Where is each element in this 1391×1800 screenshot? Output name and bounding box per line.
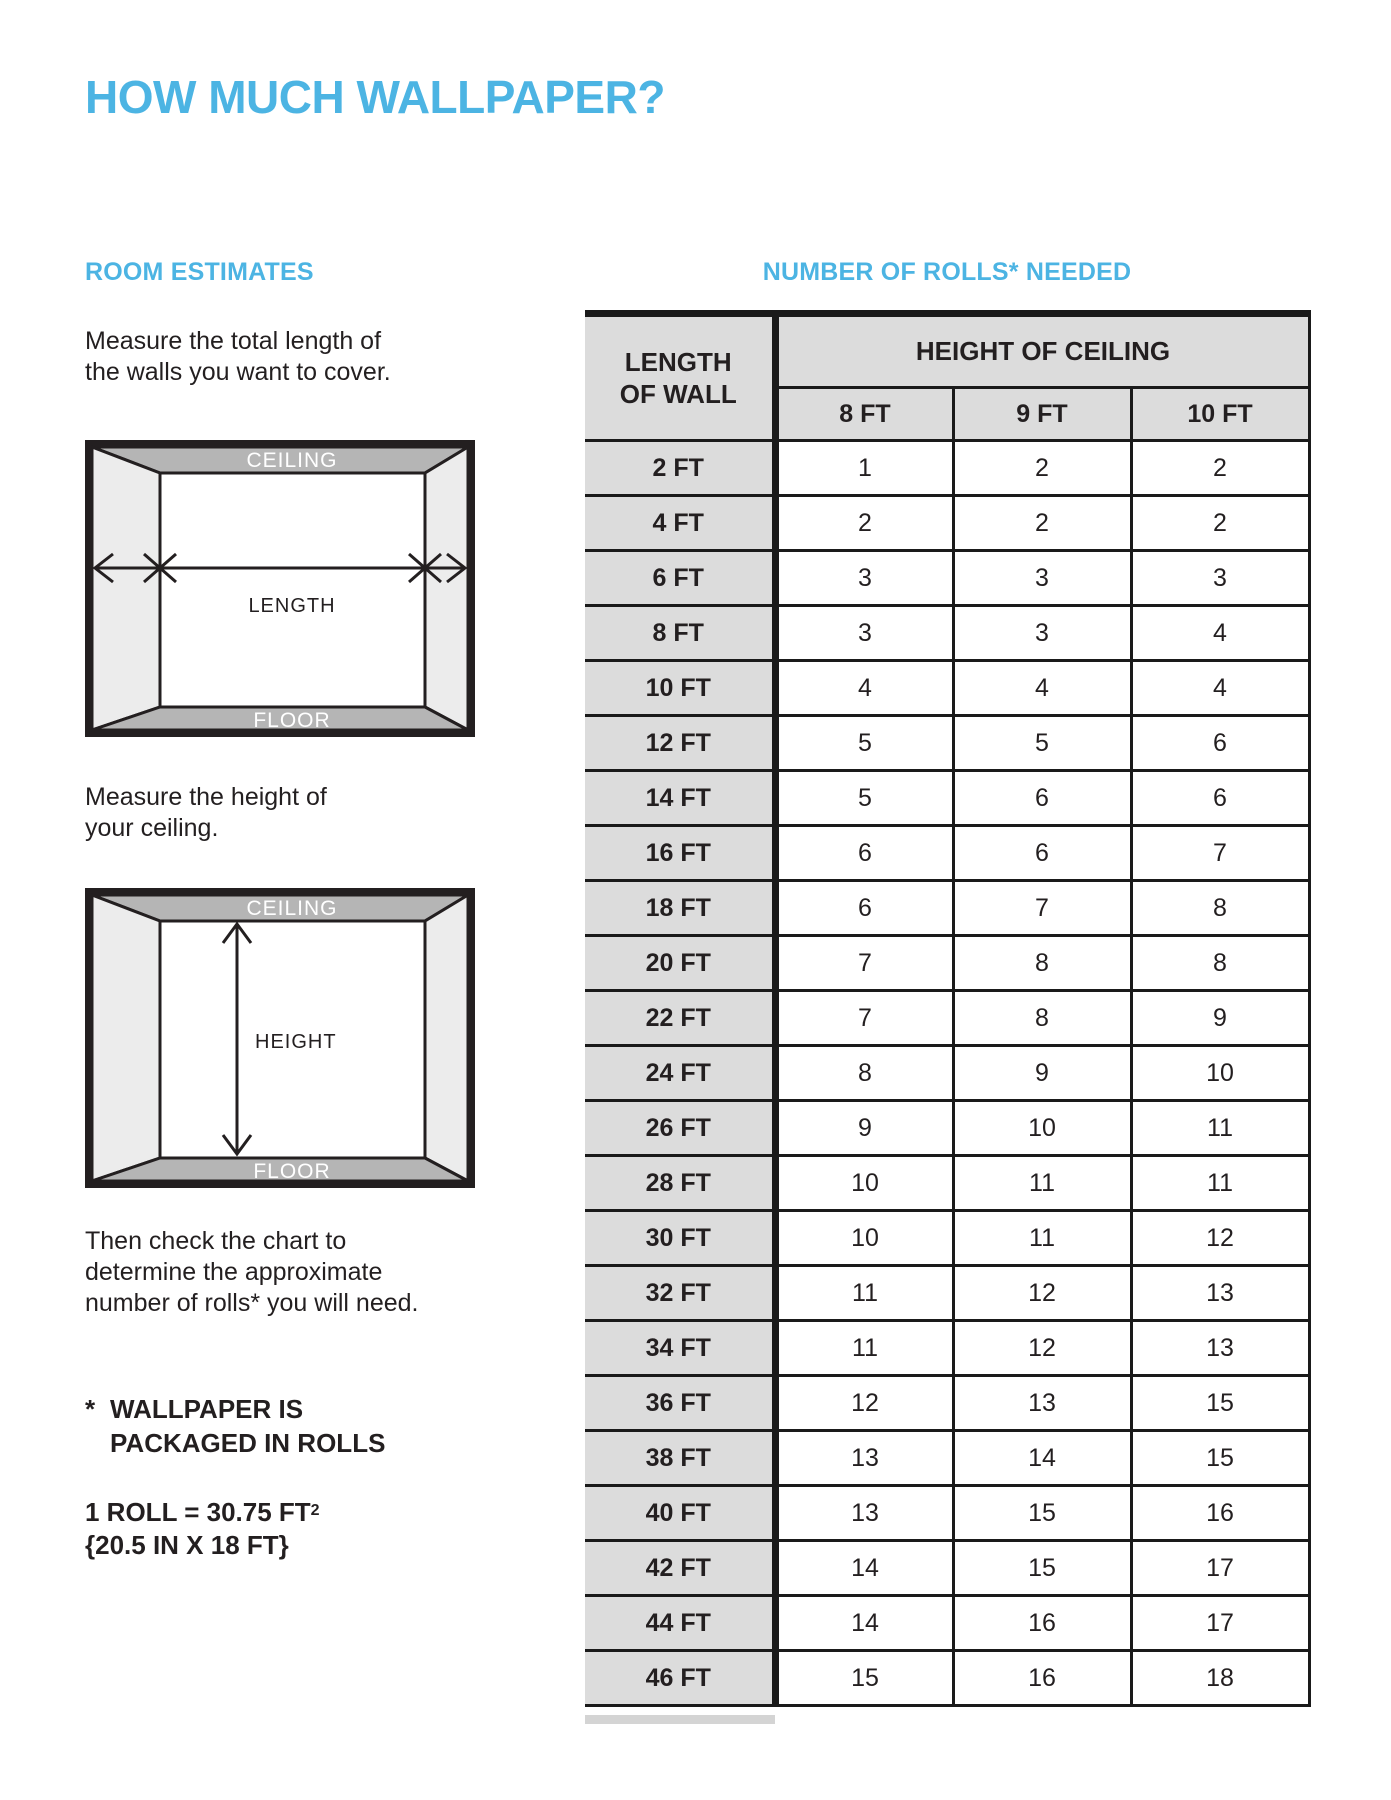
column-header-8ft: 8 FT — [775, 388, 953, 441]
instruction-line: Measure the height of — [85, 783, 327, 811]
wall-length-cell: 16 FT — [585, 826, 775, 881]
instruction-check-chart — [85, 1226, 419, 1319]
rolls-count-cell: 6 — [775, 881, 953, 936]
wall-length-cell: 4 FT — [585, 496, 775, 551]
table-row — [585, 1596, 1309, 1651]
room-length-svg — [85, 440, 475, 737]
room-estimates-heading: ROOM ESTIMATES — [85, 258, 314, 286]
wall-length-cell: 42 FT — [585, 1541, 775, 1596]
rolls-count-cell: 2 — [1131, 496, 1309, 551]
instruction-measure-length — [85, 326, 391, 388]
rolls-count-cell: 5 — [775, 716, 953, 771]
table-row — [585, 551, 1309, 606]
right-wall-panel — [425, 447, 468, 730]
rolls-count-cell: 13 — [1131, 1321, 1309, 1376]
rolls-count-cell: 3 — [775, 606, 953, 661]
wall-length-cell: 28 FT — [585, 1156, 775, 1211]
rolls-count-cell: 5 — [775, 771, 953, 826]
rolls-count-cell: 15 — [1131, 1376, 1309, 1431]
floor-label: FLOOR — [253, 1160, 331, 1183]
rolls-count-cell: 8 — [1131, 936, 1309, 991]
wall-length-cell: 46 FT — [585, 1651, 775, 1706]
rolls-count-cell: 1 — [775, 441, 953, 496]
rolls-count-cell: 12 — [1131, 1211, 1309, 1266]
back-wall-panel — [160, 473, 425, 707]
left-wall-panel — [92, 895, 160, 1181]
instruction-line: Then check the chart to — [85, 1227, 347, 1255]
instruction-line: number of rolls* you will need. — [85, 1289, 419, 1317]
rolls-needed-table — [585, 310, 1311, 1707]
left-wall-panel — [92, 447, 160, 730]
wall-length-cell: 30 FT — [585, 1211, 775, 1266]
rolls-count-cell: 8 — [1131, 881, 1309, 936]
rolls-count-cell: 8 — [953, 936, 1131, 991]
rolls-count-cell: 12 — [953, 1321, 1131, 1376]
table-row — [585, 606, 1309, 661]
table-row — [585, 1046, 1309, 1101]
rolls-count-cell: 7 — [775, 991, 953, 1046]
table-row — [585, 881, 1309, 936]
wall-length-cell: 8 FT — [585, 606, 775, 661]
rolls-count-cell: 6 — [953, 826, 1131, 881]
table-row — [585, 1486, 1309, 1541]
rolls-count-cell: 2 — [1131, 441, 1309, 496]
rolls-count-cell: 10 — [775, 1156, 953, 1211]
rolls-count-cell: 4 — [1131, 661, 1309, 716]
wall-length-cell: 10 FT — [585, 661, 775, 716]
rolls-count-cell: 8 — [775, 1046, 953, 1101]
wall-length-cell: 22 FT — [585, 991, 775, 1046]
table-row — [585, 1266, 1309, 1321]
length-label: LENGTH — [248, 595, 336, 617]
instruction-measure-height — [85, 782, 327, 844]
rolls-count-cell: 13 — [1131, 1266, 1309, 1321]
room-height-svg — [85, 888, 475, 1188]
rolls-count-cell: 12 — [953, 1266, 1131, 1321]
rolls-count-cell: 7 — [1131, 826, 1309, 881]
rolls-count-cell: 10 — [953, 1101, 1131, 1156]
roll-size-line: 1 ROLL = 30.75 $FT^2$ — [85, 1497, 320, 1527]
roll-size-info — [85, 1494, 320, 1562]
rolls-count-cell: 6 — [1131, 771, 1309, 826]
rolls-count-cell: 10 — [775, 1211, 953, 1266]
table-row — [585, 936, 1309, 991]
wall-length-cell: 36 FT — [585, 1376, 775, 1431]
right-wall-panel — [425, 895, 468, 1181]
rolls-count-cell: 3 — [953, 551, 1131, 606]
rolls-count-cell: 11 — [775, 1321, 953, 1376]
wall-length-cell: 26 FT — [585, 1101, 775, 1156]
rolls-count-cell: 11 — [775, 1266, 953, 1321]
column-header-9ft: 9 FT — [953, 388, 1131, 441]
table-row — [585, 716, 1309, 771]
rolls-count-cell: 3 — [775, 551, 953, 606]
table-row — [585, 1431, 1309, 1486]
table-row — [585, 1101, 1309, 1156]
height-label: HEIGHT — [255, 1031, 337, 1053]
rolls-count-cell: 5 — [953, 716, 1131, 771]
rolls-count-cell: 17 — [1131, 1596, 1309, 1651]
wallpaper-rolls-footnote — [85, 1392, 385, 1460]
floor-label: FLOOR — [253, 709, 331, 732]
rolls-count-cell: 10 — [1131, 1046, 1309, 1101]
rolls-count-cell: 7 — [775, 936, 953, 991]
wall-length-cell: 12 FT — [585, 716, 775, 771]
rolls-count-cell: 2 — [953, 441, 1131, 496]
wall-length-cell: 6 FT — [585, 551, 775, 606]
table-row — [585, 1321, 1309, 1376]
rolls-count-cell: 9 — [775, 1101, 953, 1156]
table-row — [585, 826, 1309, 881]
rolls-count-cell: 9 — [1131, 991, 1309, 1046]
instruction-line: Measure the total length of — [85, 327, 382, 355]
rolls-count-cell: 17 — [1131, 1541, 1309, 1596]
rolls-count-cell: 16 — [953, 1596, 1131, 1651]
room-diagram-height — [85, 888, 475, 1188]
rolls-count-cell: 14 — [775, 1541, 953, 1596]
wall-length-cell: 20 FT — [585, 936, 775, 991]
rolls-count-cell: 14 — [953, 1431, 1131, 1486]
table-row — [585, 991, 1309, 1046]
table-row — [585, 1156, 1309, 1211]
instruction-line: the walls you want to cover. — [85, 358, 391, 386]
table-row — [585, 496, 1309, 551]
table-shadow — [585, 1715, 775, 1724]
rolls-count-cell: 13 — [775, 1431, 953, 1486]
rolls-count-cell: 13 — [775, 1486, 953, 1541]
rolls-needed-heading: NUMBER OF ROLLS* NEEDED — [762, 258, 1132, 286]
rolls-count-cell: 3 — [953, 606, 1131, 661]
ceiling-label: CEILING — [246, 897, 338, 920]
rolls-count-cell: 11 — [1131, 1101, 1309, 1156]
rolls-count-cell: 3 — [1131, 551, 1309, 606]
column-header-10ft: 10 FT — [1131, 388, 1309, 441]
wall-length-cell: 14 FT — [585, 771, 775, 826]
rolls-count-cell: 4 — [775, 661, 953, 716]
table-row — [585, 1651, 1309, 1706]
rolls-count-cell: 4 — [953, 661, 1131, 716]
table-row — [585, 771, 1309, 826]
rolls-count-cell: 15 — [1131, 1431, 1309, 1486]
room-diagram-length — [85, 440, 475, 737]
footnote-line: PACKAGED IN ROLLS — [110, 1428, 386, 1458]
table-body — [585, 441, 1309, 1706]
rolls-count-cell: 6 — [1131, 716, 1309, 771]
rolls-count-cell: 8 — [953, 991, 1131, 1046]
rolls-count-cell: 12 — [775, 1376, 953, 1431]
rolls-count-cell: 15 — [775, 1651, 953, 1706]
rolls-count-cell: 11 — [953, 1211, 1131, 1266]
rolls-count-cell: 16 — [953, 1651, 1131, 1706]
rolls-count-cell: 7 — [953, 881, 1131, 936]
rolls-count-cell: 16 — [1131, 1486, 1309, 1541]
rolls-count-cell: 15 — [953, 1486, 1131, 1541]
instruction-line: your ceiling. — [85, 814, 219, 842]
wall-length-cell: 34 FT — [585, 1321, 775, 1376]
height-of-ceiling-header: HEIGHT OF CEILING — [775, 314, 1309, 388]
wall-length-cell: 38 FT — [585, 1431, 775, 1486]
table-row — [585, 661, 1309, 716]
page-title: HOW MUCH WALLPAPER? — [85, 71, 665, 123]
rolls-count-cell: 6 — [775, 826, 953, 881]
wall-length-cell: 32 FT — [585, 1266, 775, 1321]
wall-length-cell: 40 FT — [585, 1486, 775, 1541]
rolls-count-cell: 14 — [775, 1596, 953, 1651]
wall-length-cell: 18 FT — [585, 881, 775, 936]
rolls-count-cell: 4 — [1131, 606, 1309, 661]
rolls-count-cell: 18 — [1131, 1651, 1309, 1706]
rolls-count-cell: 11 — [1131, 1156, 1309, 1211]
wall-length-cell: 24 FT — [585, 1046, 775, 1101]
ceiling-label: CEILING — [246, 449, 338, 472]
instruction-line: determine the approximate — [85, 1258, 383, 1286]
table-row — [585, 1541, 1309, 1596]
length-of-wall-header: LENGTH OF WALL — [585, 314, 775, 441]
wall-length-cell: 2 FT — [585, 441, 775, 496]
superscript-2: 2 — [310, 1502, 320, 1519]
asterisk: * — [85, 1394, 96, 1424]
roll-dimensions-line: {20.5 IN X 18 FT} — [85, 1530, 289, 1560]
rolls-count-cell: 11 — [953, 1156, 1131, 1211]
rolls-count-cell: 2 — [953, 496, 1131, 551]
table-row — [585, 1376, 1309, 1431]
rolls-count-cell: 9 — [953, 1046, 1131, 1101]
table-row — [585, 441, 1309, 496]
footnote-line: WALLPAPER IS — [110, 1394, 304, 1424]
rolls-count-cell: 13 — [953, 1376, 1131, 1431]
table-row — [585, 1211, 1309, 1266]
wall-length-cell: 44 FT — [585, 1596, 775, 1651]
rolls-count-cell: 2 — [775, 496, 953, 551]
rolls-count-cell: 15 — [953, 1541, 1131, 1596]
rolls-count-cell: 6 — [953, 771, 1131, 826]
